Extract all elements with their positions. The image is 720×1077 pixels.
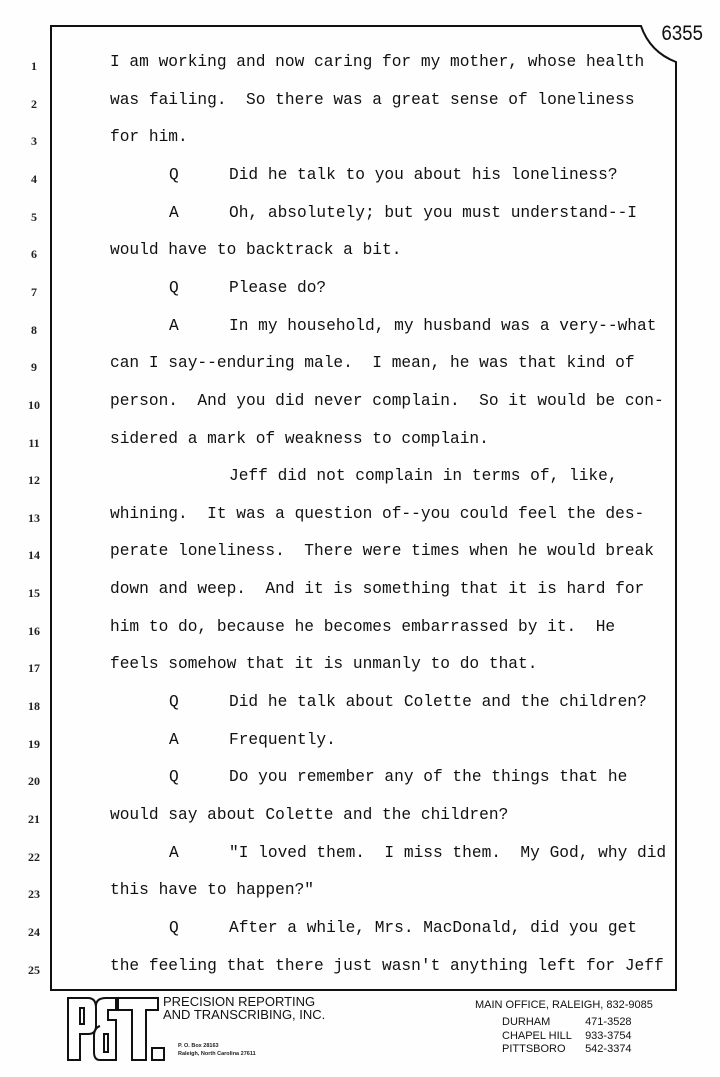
speaker-label: A	[169, 203, 179, 222]
speaker-label: A	[169, 316, 179, 335]
company-name-line2: AND TRANSCRIBING, INC.	[163, 1007, 326, 1022]
transcript-line: Do you remember any of the things that he	[229, 768, 628, 787]
transcript-line: for him.	[110, 128, 188, 147]
office-row	[502, 1016, 632, 1030]
line-number: 11	[28, 435, 40, 450]
office-phone: 933-3754	[585, 1029, 632, 1042]
transcript-line: perate loneliness. There were times when he would break	[110, 542, 654, 561]
line-number: 8	[31, 322, 37, 337]
transcript-line: Did he talk to you about his loneliness?	[229, 165, 618, 184]
line-number: 9	[31, 360, 37, 375]
pt-logo	[66, 996, 166, 1062]
line-number: 4	[31, 171, 37, 186]
line-number: 10	[28, 397, 40, 412]
office-row	[502, 1043, 632, 1057]
line-number: 7	[31, 284, 37, 299]
company-name	[163, 995, 325, 1021]
speaker-label: Q	[169, 768, 179, 787]
company-name-line1: PRECISION REPORTING	[163, 994, 316, 1009]
office-name: DURHAM	[502, 1016, 551, 1028]
line-number: 23	[28, 887, 40, 902]
speaker-label: A	[169, 730, 179, 749]
transcript-line: the feeling that there just wasn't anything left for Jeff	[110, 956, 664, 975]
line-number: 18	[28, 699, 40, 714]
address-line1: P. O. Box 28163	[178, 1043, 219, 1049]
line-number: 17	[28, 661, 40, 676]
transcript-line: Frequently.	[229, 730, 336, 749]
speaker-label: A	[169, 843, 179, 862]
line-number: 6	[31, 247, 37, 262]
company-address	[178, 1042, 256, 1058]
line-number: 24	[28, 924, 40, 939]
transcript-line: person. And you did never complain. So it would be con-	[110, 391, 664, 410]
address-line2: Raleigh, North Carolina 27611	[178, 1051, 256, 1057]
office-name: CHAPEL HILL	[502, 1029, 572, 1042]
transcript-line: down and weep. And it is something that it is hard for	[110, 580, 645, 599]
transcript-line: would have to backtrack a bit.	[110, 241, 402, 260]
line-number: 13	[28, 510, 40, 525]
transcript-line: In my household, my husband was a very--what	[229, 316, 657, 335]
transcript-line: whining. It was a question of--you could feel the des-	[110, 504, 645, 523]
transcript-line: "I loved them. I miss them. My God, why did	[229, 843, 667, 862]
line-number: 2	[31, 96, 37, 111]
transcript-line: I am working and now caring for my mother, whose health	[110, 53, 645, 71]
line-number: 19	[28, 736, 40, 751]
line-number: 15	[28, 586, 40, 601]
line-number: 20	[28, 774, 40, 789]
transcript-line: Please do?	[229, 278, 327, 297]
transcript-line: Oh, absolutely; but you must understand--I	[229, 203, 637, 222]
transcript-line: can I say--enduring male. I mean, he was that kind of	[110, 354, 635, 373]
transcript-line: sidered a mark of weakness to complain.	[110, 429, 489, 448]
line-number: 25	[28, 962, 40, 977]
line-number: 22	[28, 849, 40, 864]
speaker-label: Q	[169, 165, 179, 184]
transcript-line: After a while, Mrs. MacDonald, did you get	[229, 918, 637, 937]
line-number: 5	[31, 209, 37, 224]
line-number: 16	[28, 623, 40, 638]
line-number: 1	[31, 59, 37, 73]
speaker-label: Q	[169, 278, 179, 297]
page-number: 6355	[661, 22, 703, 47]
line-number: 12	[28, 473, 40, 488]
speaker-label: Q	[169, 918, 179, 937]
transcript-line: him to do, because he becomes embarrassed by it. He	[110, 617, 616, 636]
office-name: PITTSBORO	[502, 1043, 566, 1055]
speaker-label: Q	[169, 693, 179, 712]
line-number: 3	[31, 134, 37, 149]
transcript-line: would say about Colette and the children?	[110, 806, 509, 824]
transcript-line: this have to happen?"	[110, 881, 314, 900]
branch-offices	[502, 1016, 632, 1057]
office-phone: 542-3374	[585, 1043, 632, 1055]
transcript-line: feels somehow that it is unmanly to do that.	[110, 655, 538, 674]
office-row	[502, 1030, 632, 1044]
office-phone: 471-3528	[585, 1016, 632, 1028]
line-number: 21	[28, 812, 40, 826]
main-office: MAIN OFFICE, RALEIGH, 832-9085	[475, 999, 653, 1011]
line-number: 14	[28, 548, 40, 563]
transcript-line: was failing. So there was a great sense of loneliness	[110, 90, 635, 109]
transcript-line: Jeff did not complain in terms of, like,	[229, 467, 618, 486]
transcript-line: Did he talk about Colette and the children?	[229, 693, 647, 712]
